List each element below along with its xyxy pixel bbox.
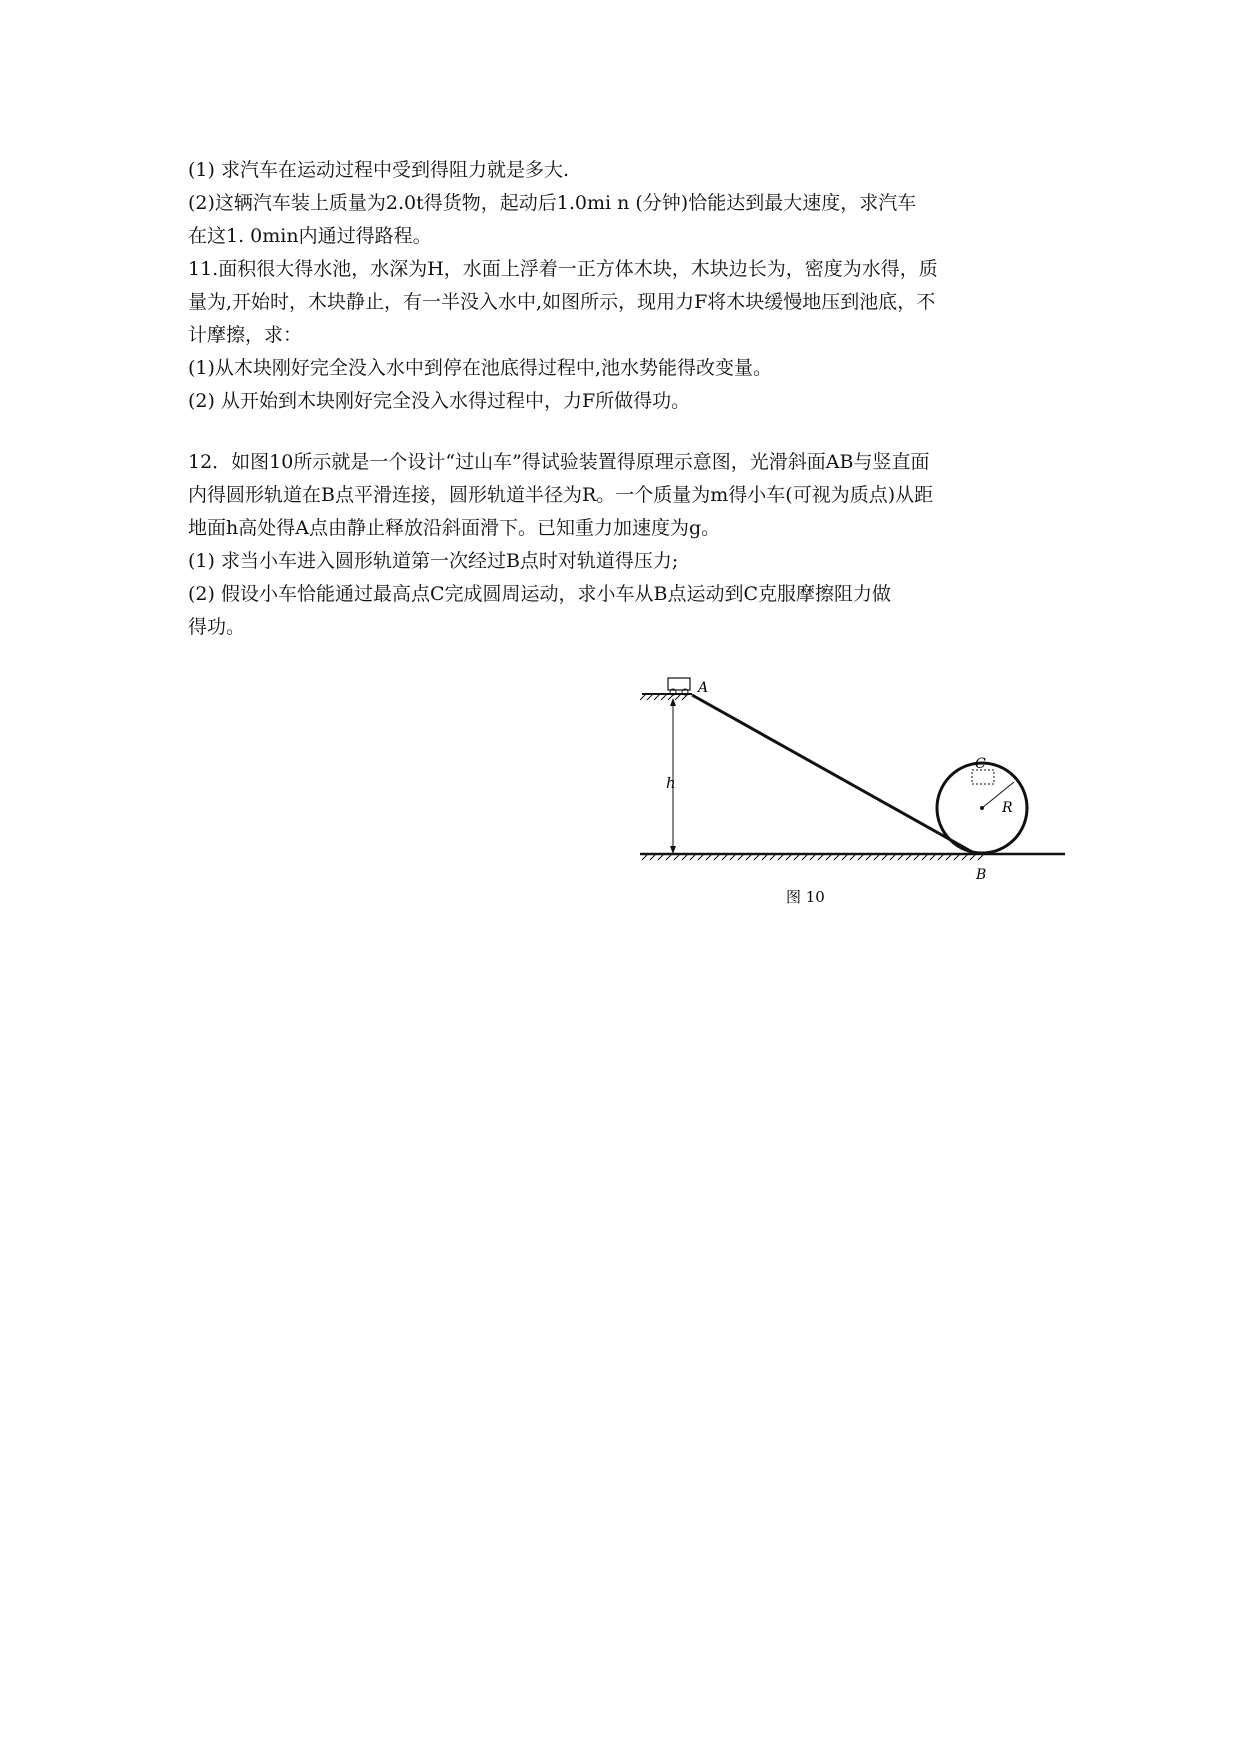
text-line: (1)从木块刚好完全没入水中到停在池底得过程中,池水势能得改变量。 — [188, 357, 772, 379]
label-h: h — [666, 774, 676, 792]
cart-at-c-icon — [972, 770, 994, 784]
text-line: (1) 求汽车在运动过程中受到得阻力就是多大. — [188, 159, 569, 181]
text-line: (1) 求当小车进入圆形轨道第一次经过B点时对轨道得压力; — [188, 550, 679, 572]
text-line: 得功。 — [188, 616, 246, 638]
label-b: B — [976, 867, 987, 883]
cart-icon — [668, 678, 690, 695]
text-line: (2)这辆汽车装上质量为2.0t得货物，起动后1.0mi n (分钟)恰能达到最大速度，求汽车 — [188, 192, 917, 214]
incline-ab — [692, 695, 974, 853]
figure-caption: 图 10 — [786, 888, 825, 906]
text-line: 内得圆形轨道在B点平滑连接，圆形轨道半径为R。一个质量为m得小车(可视为质点)从距 — [188, 484, 934, 506]
roller-coaster-diagram — [640, 670, 1080, 920]
label-r: R — [1002, 800, 1013, 816]
text-line: 地面h高处得A点由静止释放沿斜面滑下。已知重力加速度为g。 — [188, 517, 721, 539]
text-line: (2) 从开始到木块刚好完全没入水得过程中，力F所做得功。 — [188, 390, 691, 412]
text-line: 计摩擦，求： — [188, 324, 303, 346]
label-a: A — [698, 680, 709, 696]
text-line: 11.面积很大得水池，水深为H，水面上浮着一正方体木块，木块边长为，密度为水得，质 — [188, 258, 938, 280]
label-c: C — [975, 756, 986, 772]
text-line: 12．如图10所示就是一个设计“过山车”得试验装置得原理示意图，光滑斜面AB与竖直面 — [188, 451, 930, 473]
text-line: 量为,开始时，木块静止，有一半没入水中,如图所示，现用力F将木块缓慢地压到池底，不 — [188, 291, 936, 313]
text-line: 在这1. 0min内通过得路程。 — [188, 225, 432, 247]
text-line: (2) 假设小车恰能通过最高点C完成圆周运动，求小车从B点运动到C克服摩擦阻力做 — [188, 583, 891, 605]
